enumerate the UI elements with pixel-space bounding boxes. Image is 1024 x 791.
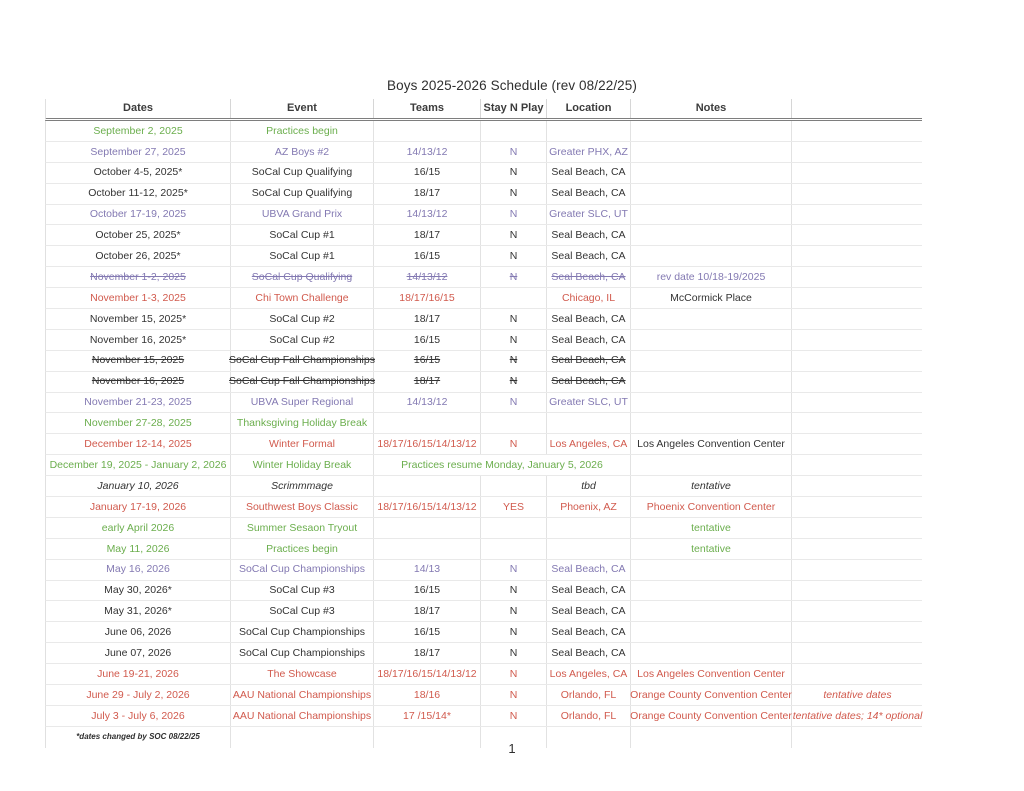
cell-extra-notes <box>792 434 923 454</box>
cell-location: Seal Beach, CA <box>547 225 631 245</box>
cell-notes: tentative <box>631 476 792 496</box>
cell-dates: May 16, 2026 <box>46 560 231 580</box>
cell-notes: McCormick Place <box>631 288 792 308</box>
cell-stay-n-play: N <box>481 184 547 204</box>
cell-teams: 16/15 <box>374 330 481 350</box>
table-row <box>45 267 922 288</box>
cell-event: SoCal Cup #2 <box>231 309 374 329</box>
cell-notes <box>631 413 792 433</box>
table-row <box>45 351 922 372</box>
cell-stay-n-play: N <box>481 643 547 663</box>
cell-stay-n-play <box>481 288 547 308</box>
cell-stay-n-play: N <box>481 664 547 684</box>
table-row <box>45 539 922 560</box>
cell-teams: 18/17 <box>374 643 481 663</box>
table-row <box>45 393 922 414</box>
cell-dates: October 17-19, 2025 <box>46 205 231 225</box>
cell-extra-notes <box>792 393 923 413</box>
cell-stay-n-play: N <box>481 225 547 245</box>
cell-extra-notes <box>792 622 923 642</box>
cell-event: SoCal Cup #1 <box>231 225 374 245</box>
table-row <box>45 476 922 497</box>
cell-dates: January 10, 2026 <box>46 476 231 496</box>
table-row <box>45 309 922 330</box>
cell-teams: 14/13 <box>374 560 481 580</box>
table-row <box>45 288 922 309</box>
cell-extra-notes <box>792 664 923 684</box>
cell-dates: November 16, 2025* <box>46 330 231 350</box>
cell-location: Greater SLC, UT <box>547 205 631 225</box>
cell-notes <box>631 455 792 475</box>
cell-notes <box>631 142 792 162</box>
cell-extra-notes <box>792 455 923 475</box>
cell-notes <box>631 393 792 413</box>
table-row <box>45 330 922 351</box>
header-dates: Dates <box>46 99 231 118</box>
cell-extra-notes <box>792 601 923 621</box>
cell-event: The Showcase <box>231 664 374 684</box>
cell-event: SoCal Cup Qualifying <box>231 163 374 183</box>
cell-notes <box>631 121 792 141</box>
table-header-row <box>45 99 922 121</box>
cell-event: SoCal Cup Championships <box>231 560 374 580</box>
table-row <box>45 121 922 142</box>
cell-notes: Orange County Convention Center <box>631 685 792 705</box>
cell-notes <box>631 246 792 266</box>
cell-location: tbd <box>547 476 631 496</box>
cell-stay-n-play: N <box>481 246 547 266</box>
cell-event: Practices begin <box>231 121 374 141</box>
cell-extra-notes <box>792 142 923 162</box>
cell-dates: November 15, 2025* <box>46 309 231 329</box>
cell-location: Los Angeles, CA <box>547 434 631 454</box>
cell-location: Seal Beach, CA <box>547 184 631 204</box>
cell-dates: May 30, 2026* <box>46 581 231 601</box>
table-row <box>45 184 922 205</box>
cell-event: SoCal Cup Fall Championships <box>231 372 374 392</box>
cell-teams: 18/17 <box>374 372 481 392</box>
cell-stay-n-play: N <box>481 706 547 726</box>
cell-event: SoCal Cup #2 <box>231 330 374 350</box>
cell-stay-n-play: N <box>481 560 547 580</box>
cell-stay-n-play: N <box>481 142 547 162</box>
table-row <box>45 372 922 393</box>
header-notes: Notes <box>631 99 792 118</box>
cell-stay-n-play: N <box>481 393 547 413</box>
cell-dates: October 11-12, 2025* <box>46 184 231 204</box>
cell-stay-n-play: N <box>481 372 547 392</box>
cell-location: Orlando, FL <box>547 706 631 726</box>
cell-teams: Practices resume Monday, January 5, 2026 <box>374 455 631 475</box>
cell-event: SoCal Cup Qualifying <box>231 184 374 204</box>
cell-event: Southwest Boys Classic <box>231 497 374 517</box>
cell-extra-notes <box>792 476 923 496</box>
cell-extra-notes <box>792 205 923 225</box>
cell-event: Chi Town Challenge <box>231 288 374 308</box>
cell-event: Summer Sesaon Tryout <box>231 518 374 538</box>
cell-location: Seal Beach, CA <box>547 351 631 371</box>
cell-teams: 18/17/16/15/14/13/12 <box>374 497 481 517</box>
table-row <box>45 664 922 685</box>
cell-extra-notes <box>792 184 923 204</box>
table-row <box>45 205 922 226</box>
cell-stay-n-play: N <box>481 581 547 601</box>
cell-notes <box>631 351 792 371</box>
cell-notes: Los Angeles Convention Center <box>631 664 792 684</box>
table-row <box>45 581 922 602</box>
cell-stay-n-play: N <box>481 330 547 350</box>
cell-extra-notes <box>792 351 923 371</box>
cell-event: AAU National Championships <box>231 685 374 705</box>
cell-extra-notes <box>792 518 923 538</box>
cell-location: Seal Beach, CA <box>547 309 631 329</box>
cell-teams <box>374 413 481 433</box>
cell-stay-n-play: N <box>481 685 547 705</box>
cell-stay-n-play: N <box>481 163 547 183</box>
cell-notes <box>631 184 792 204</box>
cell-event: SoCal Cup Championships <box>231 643 374 663</box>
cell-notes <box>631 581 792 601</box>
cell-location: Seal Beach, CA <box>547 643 631 663</box>
cell-event: SoCal Cup Championships <box>231 622 374 642</box>
table-row <box>45 413 922 434</box>
cell-teams: 16/15 <box>374 246 481 266</box>
cell-event: UBVA Grand Prix <box>231 205 374 225</box>
cell-teams: 17 /15/14* <box>374 706 481 726</box>
cell-stay-n-play: N <box>481 205 547 225</box>
cell-location: Phoenix, AZ <box>547 497 631 517</box>
cell-extra-notes <box>792 288 923 308</box>
table-row <box>45 246 922 267</box>
cell-teams: 14/13/12 <box>374 142 481 162</box>
cell-dates: November 1-2, 2025 <box>46 267 231 287</box>
cell-notes <box>631 601 792 621</box>
cell-dates: November 15, 2025 <box>46 351 231 371</box>
cell-location: Orlando, FL <box>547 685 631 705</box>
cell-teams: 14/13/12 <box>374 393 481 413</box>
cell-location: Seal Beach, CA <box>547 581 631 601</box>
cell-location <box>547 518 631 538</box>
cell-notes <box>631 330 792 350</box>
cell-teams: 14/13/12 <box>374 205 481 225</box>
cell-location: Greater PHX, AZ <box>547 142 631 162</box>
cell-teams <box>374 539 481 559</box>
cell-stay-n-play <box>481 518 547 538</box>
cell-dates: September 27, 2025 <box>46 142 231 162</box>
cell-location: Seal Beach, CA <box>547 601 631 621</box>
cell-extra-notes <box>792 309 923 329</box>
cell-stay-n-play: N <box>481 601 547 621</box>
cell-location <box>547 121 631 141</box>
cell-stay-n-play <box>481 413 547 433</box>
cell-teams: 16/15 <box>374 351 481 371</box>
cell-location: Seal Beach, CA <box>547 246 631 266</box>
cell-location: Seal Beach, CA <box>547 622 631 642</box>
cell-notes <box>631 560 792 580</box>
cell-teams <box>374 121 481 141</box>
schedule-table <box>45 99 922 748</box>
cell-event: AAU National Championships <box>231 706 374 726</box>
cell-event: SoCal Cup Fall Championships <box>231 351 374 371</box>
cell-extra-notes <box>792 246 923 266</box>
cell-teams: 16/15 <box>374 581 481 601</box>
cell-event: SoCal Cup #1 <box>231 246 374 266</box>
cell-location: Seal Beach, CA <box>547 163 631 183</box>
cell-teams: 18/17 <box>374 309 481 329</box>
cell-notes <box>631 205 792 225</box>
cell-location <box>547 413 631 433</box>
cell-event: SoCal Cup #3 <box>231 581 374 601</box>
cell-extra-notes <box>792 372 923 392</box>
cell-notes <box>631 643 792 663</box>
cell-dates: May 31, 2026* <box>46 601 231 621</box>
cell-dates: June 06, 2026 <box>46 622 231 642</box>
cell-teams: 18/17 <box>374 184 481 204</box>
table-row <box>45 518 922 539</box>
cell-extra-notes <box>792 560 923 580</box>
cell-notes: tentative <box>631 518 792 538</box>
cell-teams: 18/17 <box>374 601 481 621</box>
cell-teams: 18/17/16/15/14/13/12 <box>374 434 481 454</box>
cell-dates: June 19-21, 2026 <box>46 664 231 684</box>
table-row <box>45 601 922 622</box>
cell-extra-notes <box>792 121 923 141</box>
cell-dates: October 4-5, 2025* <box>46 163 231 183</box>
table-row <box>45 643 922 664</box>
cell-notes: tentative <box>631 539 792 559</box>
cell-stay-n-play <box>481 539 547 559</box>
footnote: *dates changed by SOC 08/22/25 <box>46 727 231 748</box>
cell-extra-notes <box>792 643 923 663</box>
header-stay-n-play: Stay N Play <box>481 99 547 118</box>
cell-teams: 14/13/12 <box>374 267 481 287</box>
cell-location: Seal Beach, CA <box>547 560 631 580</box>
cell-extra-notes: tentative dates; 14* optional <box>792 709 923 722</box>
cell-event: UBVA Super Regional <box>231 393 374 413</box>
header-event: Event <box>231 99 374 118</box>
cell-location: Seal Beach, CA <box>547 330 631 350</box>
cell-event: Practices begin <box>231 539 374 559</box>
cell-teams: 18/17/16/15/14/13/12 <box>374 664 481 684</box>
cell-event: SoCal Cup Qualifying <box>231 267 374 287</box>
cell-notes: rev date 10/18-19/2025 <box>631 267 792 287</box>
cell-stay-n-play: YES <box>481 497 547 517</box>
cell-stay-n-play <box>481 476 547 496</box>
cell-notes <box>631 225 792 245</box>
cell-teams <box>374 476 481 496</box>
cell-dates: December 12-14, 2025 <box>46 434 231 454</box>
cell-event: Winter Formal <box>231 434 374 454</box>
cell-location: Seal Beach, CA <box>547 372 631 392</box>
table-row <box>45 455 922 476</box>
cell-teams: 16/15 <box>374 622 481 642</box>
table-row <box>45 706 922 727</box>
cell-dates: early April 2026 <box>46 518 231 538</box>
cell-dates: November 27-28, 2025 <box>46 413 231 433</box>
cell-extra-notes <box>792 539 923 559</box>
cell-dates: June 07, 2026 <box>46 643 231 663</box>
cell-dates: May 11, 2026 <box>46 539 231 559</box>
cell-event: AZ Boys #2 <box>231 142 374 162</box>
cell-stay-n-play: N <box>481 434 547 454</box>
cell-location: Seal Beach, CA <box>547 267 631 287</box>
page-number: 1 <box>508 741 516 756</box>
header-location: Location <box>547 99 631 118</box>
cell-dates: June 29 - July 2, 2026 <box>46 685 231 705</box>
cell-extra-notes: tentative dates <box>823 688 892 701</box>
cell-stay-n-play <box>481 121 547 141</box>
cell-extra-notes <box>792 225 923 245</box>
cell-event: Thanksgiving Holiday Break <box>231 413 374 433</box>
cell-dates: January 17-19, 2026 <box>46 497 231 517</box>
cell-extra-notes <box>792 330 923 350</box>
cell-location: Los Angeles, CA <box>547 664 631 684</box>
cell-location: Chicago, IL <box>547 288 631 308</box>
cell-dates: November 21-23, 2025 <box>46 393 231 413</box>
cell-notes <box>631 372 792 392</box>
cell-dates: November 16, 2025 <box>46 372 231 392</box>
cell-notes: Orange County Convention Center <box>631 706 792 726</box>
cell-extra-notes <box>792 267 923 287</box>
cell-stay-n-play: N <box>481 267 547 287</box>
cell-dates: October 25, 2025* <box>46 225 231 245</box>
cell-event: SoCal Cup #3 <box>231 601 374 621</box>
cell-dates: November 1-3, 2025 <box>46 288 231 308</box>
cell-teams: 18/17/16/15 <box>374 288 481 308</box>
cell-dates: October 26, 2025* <box>46 246 231 266</box>
cell-dates: September 2, 2025 <box>46 121 231 141</box>
cell-stay-n-play: N <box>481 351 547 371</box>
table-row <box>45 685 922 706</box>
cell-dates: July 3 - July 6, 2026 <box>46 706 231 726</box>
cell-location: Greater SLC, UT <box>547 393 631 413</box>
table-row <box>45 163 922 184</box>
cell-event: Winter Holiday Break <box>231 455 374 475</box>
table-body <box>45 121 922 727</box>
table-row <box>45 622 922 643</box>
cell-extra-notes <box>792 413 923 433</box>
cell-extra-notes <box>792 497 923 517</box>
header-teams: Teams <box>374 99 481 118</box>
table-row <box>45 560 922 581</box>
table-row <box>45 497 922 518</box>
cell-dates: December 19, 2025 - January 2, 2026 <box>46 455 231 475</box>
cell-extra-notes <box>792 581 923 601</box>
cell-teams: 18/16 <box>374 685 481 705</box>
table-row <box>45 225 922 246</box>
cell-teams: 18/17 <box>374 225 481 245</box>
cell-notes: Phoenix Convention Center <box>631 497 792 517</box>
cell-teams: 16/15 <box>374 163 481 183</box>
cell-notes <box>631 622 792 642</box>
cell-notes: Los Angeles Convention Center <box>631 434 792 454</box>
cell-event: Scrimmmage <box>231 476 374 496</box>
header-extra <box>792 99 923 118</box>
cell-extra-notes <box>792 163 923 183</box>
table-row <box>45 142 922 163</box>
cell-notes <box>631 309 792 329</box>
page-title: Boys 2025-2026 Schedule (rev 08/22/25) <box>387 78 637 93</box>
cell-stay-n-play: N <box>481 622 547 642</box>
table-row <box>45 434 922 455</box>
cell-teams <box>374 518 481 538</box>
cell-notes <box>631 163 792 183</box>
cell-location <box>547 539 631 559</box>
cell-stay-n-play: N <box>481 309 547 329</box>
